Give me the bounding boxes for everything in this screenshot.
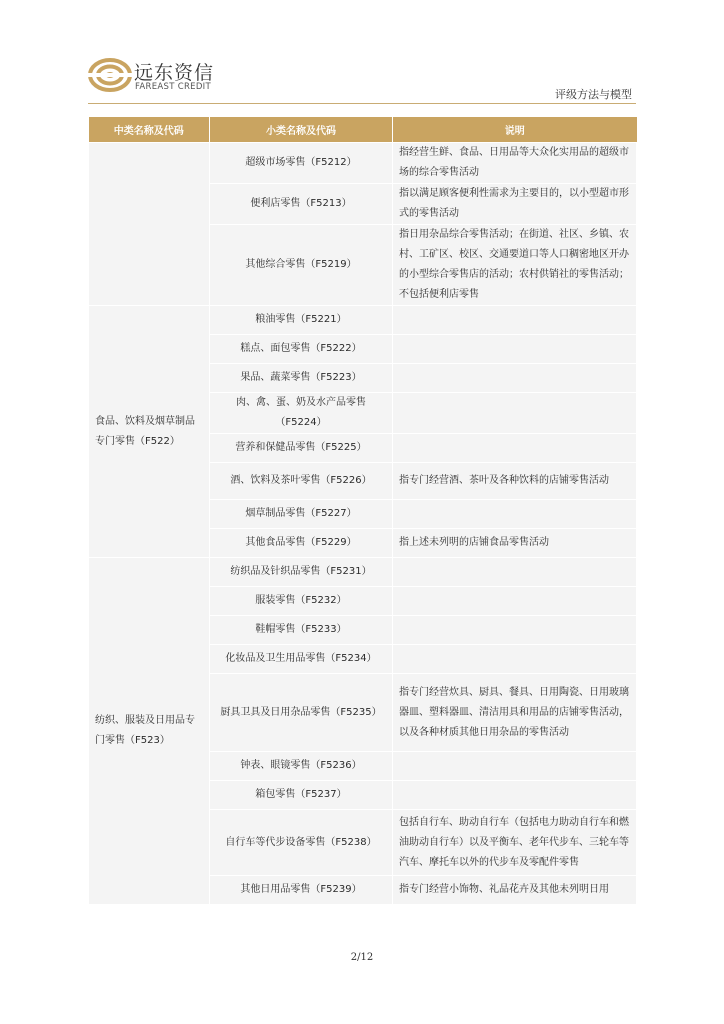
table-row (89, 558, 637, 587)
description-cell: 指专门经营炊具、厨具、餐具、日用陶瓷、日用玻璃器皿、塑料器皿、清洁用具和用品的店铺零售活动，以及各种材质其他日用杂品的零售活动 (393, 674, 637, 752)
sub-category-cell: 便利店零售（F5213） (210, 184, 393, 225)
sub-category-cell: 化妆品及卫生用品零售（F5234） (210, 645, 393, 674)
sub-category-cell: 自行车等代步设备零售（F5238） (210, 810, 393, 876)
description-cell: 指专门经营小饰物、礼品花卉及其他未列明日用 (393, 876, 637, 905)
sub-category-cell: 其他综合零售（F5219） (210, 225, 393, 306)
sub-category-cell: 其他日用品零售（F5239） (210, 876, 393, 905)
sub-category-cell: 超级市场零售（F5212） (210, 143, 393, 184)
industry-classification-table (88, 117, 637, 905)
description-cell (393, 306, 637, 335)
sub-category-cell: 营养和保健品零售（F5225） (210, 434, 393, 463)
brand-emblem-icon (88, 56, 132, 94)
header-divider (88, 103, 636, 104)
description-cell (393, 752, 637, 781)
description-cell (393, 364, 637, 393)
brand-name-cn: 远东资信 (134, 62, 215, 84)
sub-category-cell: 鞋帽零售（F5233） (210, 616, 393, 645)
sub-category-cell: 酒、饮料及茶叶零售（F5226） (210, 463, 393, 500)
sub-category-cell: 厨具卫具及日用杂品零售（F5235） (210, 674, 393, 752)
description-cell (393, 645, 637, 674)
column-header-sub-category: 小类名称及代码 (210, 117, 393, 143)
description-cell: 指经营生鲜、食品、日用品等大众化实用品的超级市场的综合零售活动 (393, 143, 637, 184)
description-cell: 指以满足顾客便利性需求为主要目的，以小型超市形式的零售活动 (393, 184, 637, 225)
sub-category-cell: 钟表、眼镜零售（F5236） (210, 752, 393, 781)
description-cell (393, 335, 637, 364)
sub-category-cell: 烟草制品零售（F5227） (210, 500, 393, 529)
description-cell (393, 587, 637, 616)
document-title: 评级方法与模型 (555, 88, 632, 101)
sub-category-cell: 糕点、面包零售（F5222） (210, 335, 393, 364)
description-cell: 指专门经营酒、茶叶及各种饮料的店铺零售活动 (393, 463, 637, 500)
description-cell: 包括自行车、助动自行车（包括电力助动自行车和燃油助动自行车）以及平衡车、老年代步车、三轮车等汽车、摩托车以外的代步车及零配件零售 (393, 810, 637, 876)
table-row (89, 306, 637, 335)
description-cell (393, 434, 637, 463)
description-cell: 指日用杂品综合零售活动；在街道、社区、乡镇、农村、工矿区、校区、交通要道口等人口稠密地区开办的小型综合零售店的活动；农村供销社的零售活动；不包括便利店零售 (393, 225, 637, 306)
description-cell (393, 558, 637, 587)
table-row (89, 143, 637, 184)
description-cell (393, 500, 637, 529)
brand-name-en: FAREAST CREDIT (135, 82, 211, 92)
sub-category-cell: 果品、蔬菜零售（F5223） (210, 364, 393, 393)
sub-category-cell: 其他食品零售（F5229） (210, 529, 393, 558)
description-cell (393, 393, 637, 434)
description-cell: 指上述未列明的店铺食品零售活动 (393, 529, 637, 558)
sub-category-cell: 肉、禽、蛋、奶及水产品零售（F5224） (210, 393, 393, 434)
description-cell (393, 781, 637, 810)
sub-category-cell: 服装零售（F5232） (210, 587, 393, 616)
sub-category-cell: 纺织品及针织品零售（F5231） (210, 558, 393, 587)
sub-category-cell: 粮油零售（F5221） (210, 306, 393, 335)
table-header-row (89, 117, 637, 143)
brand-logo (88, 56, 238, 96)
column-header-mid-category: 中类名称及代码 (89, 117, 210, 143)
mid-category-cell (89, 143, 210, 306)
mid-category-cell: 食品、饮料及烟草制品专门零售（F522） (89, 306, 210, 558)
description-cell (393, 616, 637, 645)
column-header-description: 说明 (393, 117, 637, 143)
page-number: 2/12 (350, 952, 374, 963)
sub-category-cell: 箱包零售（F5237） (210, 781, 393, 810)
mid-category-cell: 纺织、服装及日用品专门零售（F523） (89, 558, 210, 905)
